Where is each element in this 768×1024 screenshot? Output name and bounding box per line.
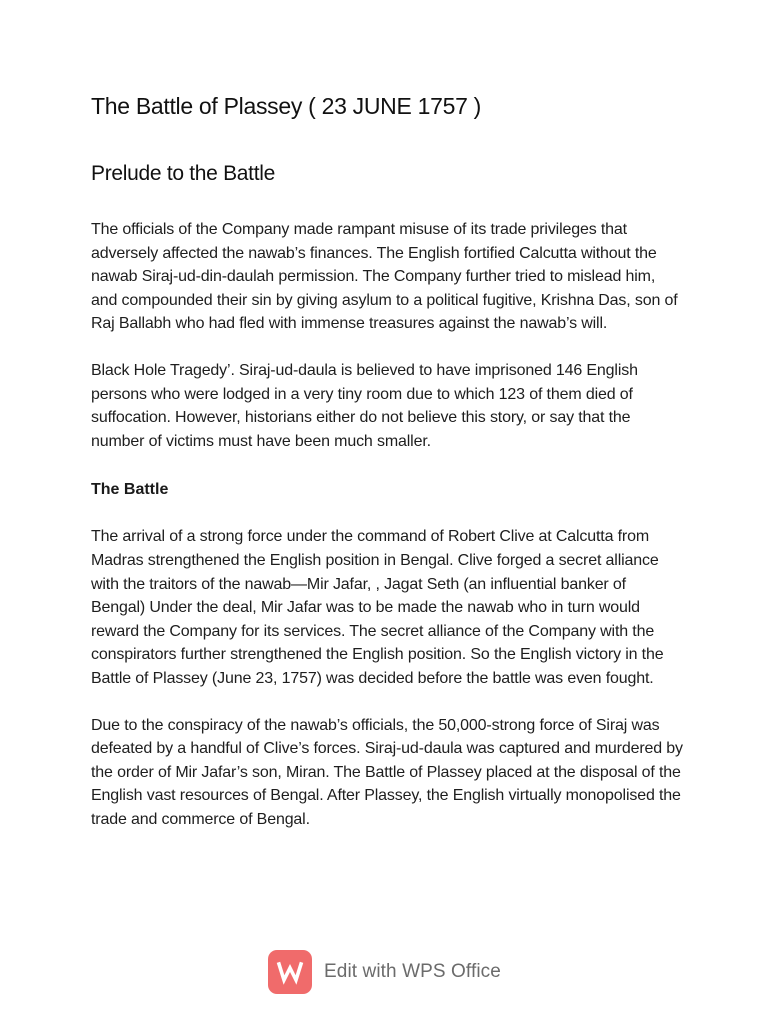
wps-edit-label: Edit with WPS Office — [324, 961, 501, 982]
wps-logo-icon — [268, 950, 312, 994]
paragraph-2: Black Hole Tragedy’. Siraj-ud-daula is believed to have imprisoned 146 English persons who were lodged in a very tiny room due to which 123 of them died of suffocation. However, historians either do not believe this story, or say that the number of victims must have been much smaller. — [91, 361, 638, 450]
paragraph-4: Due to the conspiracy of the nawab’s officials, the 50,000-strong force of Siraj was defeated by a handful of Clive’s forces. Siraj-ud-daula was captured and murdered by the order of Mir Jafar’s son, Miran. The Battle of Plassey placed at the disposal of the English vast resources of Bengal. After Plassey, the English virtually monopolised the trade and commerce of Bengal. — [91, 716, 683, 828]
paragraph-1: The officials of the Company made rampant misuse of its trade privileges that adversely affected the nawab’s finances. The English fortified Calcutta without the nawab Siraj-ud-din-daulah permission. The Company further tried to mislead him, and compounded their sin by giving asylum to a political fugitive, Krishna Das, son of Raj Ballabh who had fled with immense treasures against the nawab’s will. — [91, 221, 678, 333]
section-heading-prelude: Prelude to the Battle — [91, 162, 275, 185]
document-title: The Battle of Plassey ( 23 JUNE 1757 ) — [91, 93, 482, 119]
wps-edit-watermark[interactable] — [268, 949, 501, 995]
document-body — [91, 90, 683, 831]
paragraph-3: The arrival of a strong force under the command of Robert Clive at Calcutta from Madras strengthened the English position in Bengal. Clive forged a secret alliance with the traitors of the nawab—Mir Jafar, , Jagat Seth (an influential banker of Bengal) Under the deal, Mir Jafar was to be made the nawab who in turn would reward the Company for its services. The secret alliance of the Company with the conspirators further strengthened the English position. So the English victory in the Battle of Plassey (June 23, 1757) was decided before the battle was even fought. — [91, 528, 664, 687]
section-heading-battle: The Battle — [91, 481, 169, 499]
